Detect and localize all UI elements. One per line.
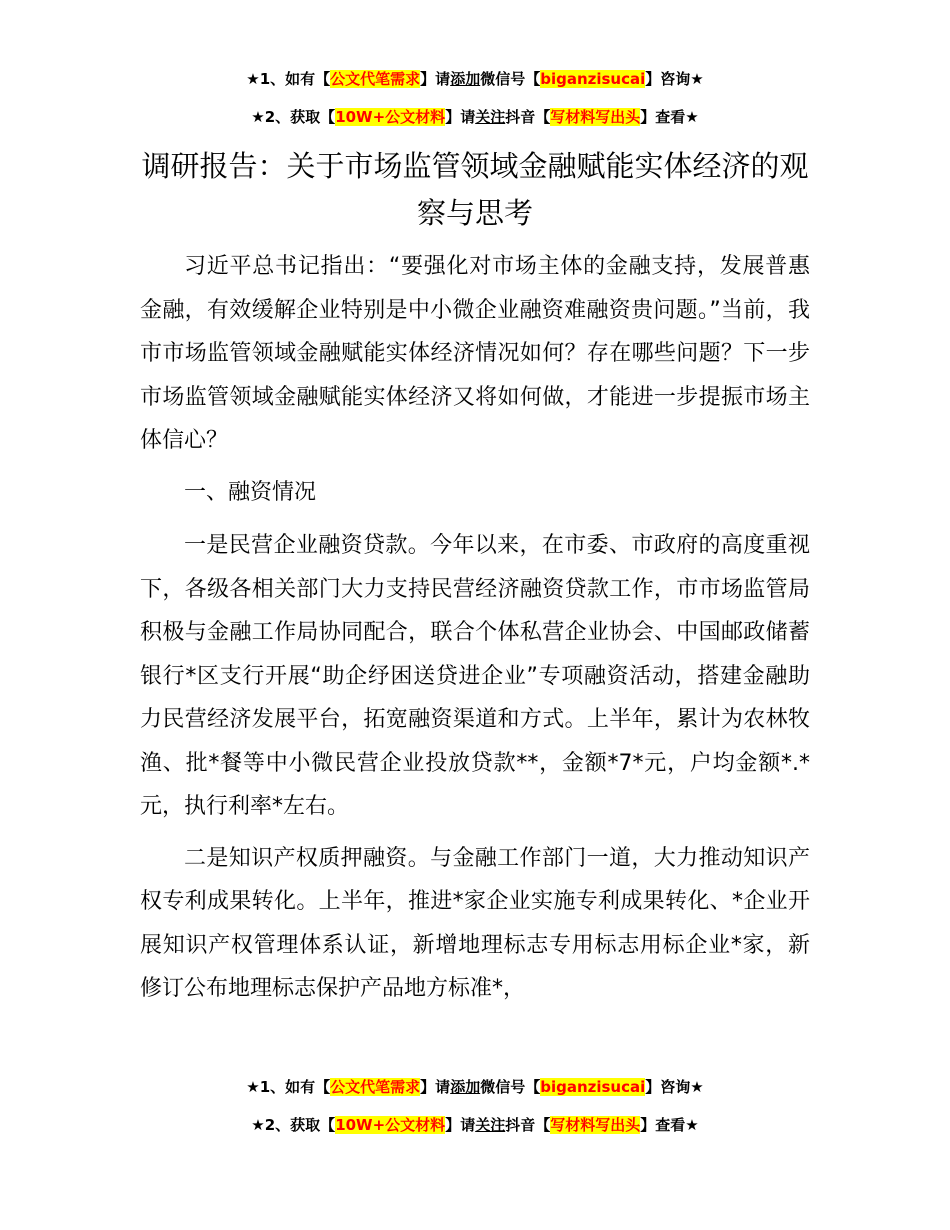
header-ad-line-1 xyxy=(0,68,950,90)
ad-underlined: 添加 xyxy=(450,70,481,88)
ad-text: 】查看★ xyxy=(640,108,699,126)
section-heading: 一、融资情况 xyxy=(184,479,317,505)
ad-highlight: 公文代笔需求 xyxy=(330,1078,421,1096)
ad-text: ★1、如有【 xyxy=(246,70,331,88)
ad-text: 】请 xyxy=(445,1116,476,1134)
ad-highlight: 10W+公文材料 xyxy=(335,108,446,126)
footer-ad-line-2 xyxy=(0,1114,950,1136)
paragraph-intro: 习近平总书记指出：“要强化对市场主体的金融支持，发展普惠金融，有效缓解企业特别是中小微企业融资难融资贵问题。”当前，我市市场监管领域金融赋能实体经济情况如何？存在哪些问题？下一步市场监管领域金融赋能实体经济又将如何做，才能进一步提振市场主体信心？ xyxy=(140,254,810,453)
ad-highlight: 写材料写出头 xyxy=(550,1116,641,1134)
ad-text: ★2、获取【 xyxy=(251,1116,336,1134)
paragraph-1: 一是民营企业融资贷款。今年以来，在市委、市政府的高度重视下，各级各相关部门大力支持民营经济融资贷款工作，市市场监管局积极与金融工作局协同配合，联合个体私营企业协会、中国邮政储蓄银行*区支行开展“助企纾困送贷进企业”专项融资活动，搭建金融助力民营经济发展平台，拓宽融资渠道和方式。上半年，累计为农林牧渔、批*餐等中小微民营企业投放贷款**，金额*7*元，户均金额*.*元，执行利率*左右。 xyxy=(140,533,810,819)
ad-text: 抖音【 xyxy=(505,108,551,126)
ad-text: 微信号【 xyxy=(480,1078,541,1096)
ad-underlined: 关注 xyxy=(475,108,506,126)
ad-highlight: 写材料写出头 xyxy=(550,108,641,126)
ad-text: ★1、如有【 xyxy=(246,1078,331,1096)
document-title: 调研报告：关于市场监管领域金融赋能实体经济的观察与思考 xyxy=(141,149,809,230)
header-ad-line-2 xyxy=(0,106,950,128)
ad-text: ★2、获取【 xyxy=(251,108,336,126)
ad-text: 】请 xyxy=(420,1078,451,1096)
paragraph-2: 二是知识产权质押融资。与金融工作部门一道，大力推动知识产权专利成果转化。上半年，推进*家企业实施专利成果转化、*企业开展知识产权管理体系认证，新增地理标志专用标志用标企业*家，新修订公布地理标志保护产品地方标准*， xyxy=(140,845,810,1001)
ad-highlight: biganzisucai xyxy=(540,1078,646,1096)
ad-underlined: 关注 xyxy=(475,1116,506,1134)
ad-text: 】咨询★ xyxy=(645,70,704,88)
document-body xyxy=(140,245,810,1019)
ad-text: 】查看★ xyxy=(640,1116,699,1134)
footer-ad-line-1 xyxy=(0,1076,950,1098)
ad-highlight: 10W+公文材料 xyxy=(335,1116,446,1134)
ad-text: 】咨询★ xyxy=(645,1078,704,1096)
ad-text: 抖音【 xyxy=(505,1116,551,1134)
ad-underlined: 添加 xyxy=(450,1078,481,1096)
ad-highlight: biganzisucai xyxy=(540,70,646,88)
ad-text: 】请 xyxy=(445,108,476,126)
ad-text: 】请 xyxy=(420,70,451,88)
ad-highlight: 公文代笔需求 xyxy=(330,70,421,88)
ad-text: 微信号【 xyxy=(480,70,541,88)
